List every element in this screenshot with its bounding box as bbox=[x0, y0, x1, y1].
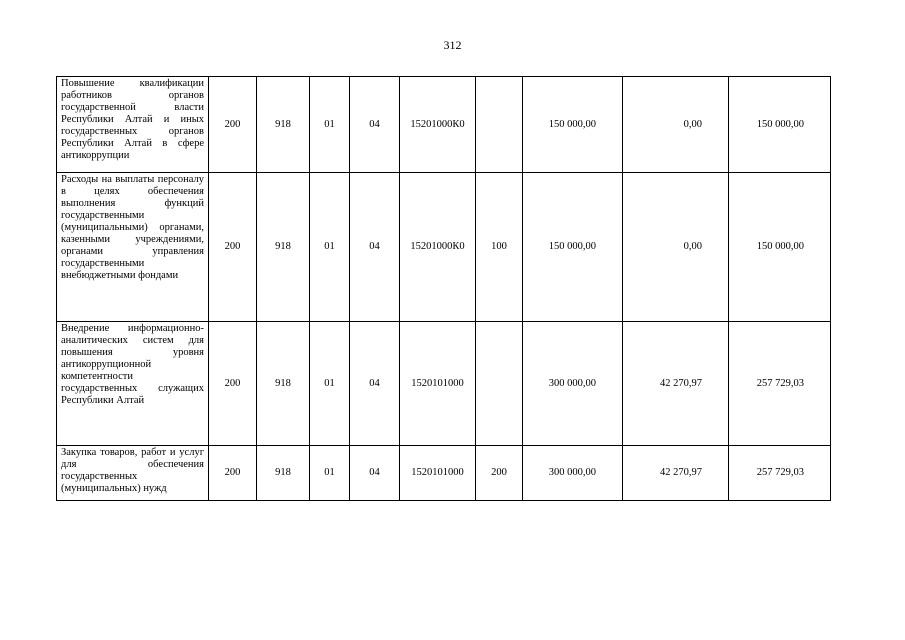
expense-type-cell: 100 bbox=[476, 173, 523, 322]
table-row bbox=[57, 77, 831, 173]
target-article-cell: 1520101000 bbox=[400, 446, 476, 501]
section-code-cell: 01 bbox=[310, 173, 350, 322]
fact-amount-cell: 42 270,97 bbox=[623, 446, 729, 501]
rest-amount-cell: 257 729,03 bbox=[729, 446, 831, 501]
section-code-cell: 01 bbox=[310, 446, 350, 501]
table-row bbox=[57, 173, 831, 322]
subsection-code-cell: 04 bbox=[350, 173, 400, 322]
table-row bbox=[57, 322, 831, 446]
expense-name-cell: Закупка товаров, работ и услуг для обеспечения государственных (муниципальных) нужд bbox=[57, 446, 209, 501]
expense-type-cell bbox=[476, 77, 523, 173]
expense-type-cell: 200 bbox=[476, 446, 523, 501]
rest-amount-cell: 257 729,03 bbox=[729, 322, 831, 446]
plan-amount-cell: 300 000,00 bbox=[523, 322, 623, 446]
target-article-cell: 1520101000 bbox=[400, 322, 476, 446]
rest-amount-cell: 150 000,00 bbox=[729, 173, 831, 322]
subsection-code-cell: 04 bbox=[350, 446, 400, 501]
admin-code-cell: 200 bbox=[209, 322, 257, 446]
expense-name-cell: Внедрение информационно-аналитических систем для повышения уровня антикоррупционной компетентности государственных служащих Республики Алтай bbox=[57, 322, 209, 446]
table-row bbox=[57, 446, 831, 501]
page-number: 312 bbox=[443, 38, 462, 52]
rest-amount-cell: 150 000,00 bbox=[729, 77, 831, 173]
fact-amount-cell: 42 270,97 bbox=[623, 322, 729, 446]
grbs-code-cell: 918 bbox=[257, 322, 310, 446]
plan-amount-cell: 150 000,00 bbox=[523, 173, 623, 322]
section-code-cell: 01 bbox=[310, 77, 350, 173]
section-code-cell: 01 bbox=[310, 322, 350, 446]
grbs-code-cell: 918 bbox=[257, 77, 310, 173]
target-article-cell: 15201000К0 bbox=[400, 77, 476, 173]
expense-type-cell bbox=[476, 322, 523, 446]
subsection-code-cell: 04 bbox=[350, 77, 400, 173]
admin-code-cell: 200 bbox=[209, 77, 257, 173]
budget-table bbox=[56, 76, 831, 501]
expense-name-cell: Расходы на выплаты персоналу в целях обеспечения выполнения функций государственными (муниципальными) органами, казенными учреждениями, органами управления государственными внебюджетными фондами bbox=[57, 173, 209, 322]
grbs-code-cell: 918 bbox=[257, 173, 310, 322]
fact-amount-cell: 0,00 bbox=[623, 77, 729, 173]
grbs-code-cell: 918 bbox=[257, 446, 310, 501]
plan-amount-cell: 300 000,00 bbox=[523, 446, 623, 501]
plan-amount-cell: 150 000,00 bbox=[523, 77, 623, 173]
expense-name-cell: Повышение квалификации работников органов государственной власти Республики Алтай и иных государственных органов Республики Алтай в сфере антикоррупции bbox=[57, 77, 209, 173]
target-article-cell: 15201000К0 bbox=[400, 173, 476, 322]
admin-code-cell: 200 bbox=[209, 173, 257, 322]
subsection-code-cell: 04 bbox=[350, 322, 400, 446]
admin-code-cell: 200 bbox=[209, 446, 257, 501]
fact-amount-cell: 0,00 bbox=[623, 173, 729, 322]
